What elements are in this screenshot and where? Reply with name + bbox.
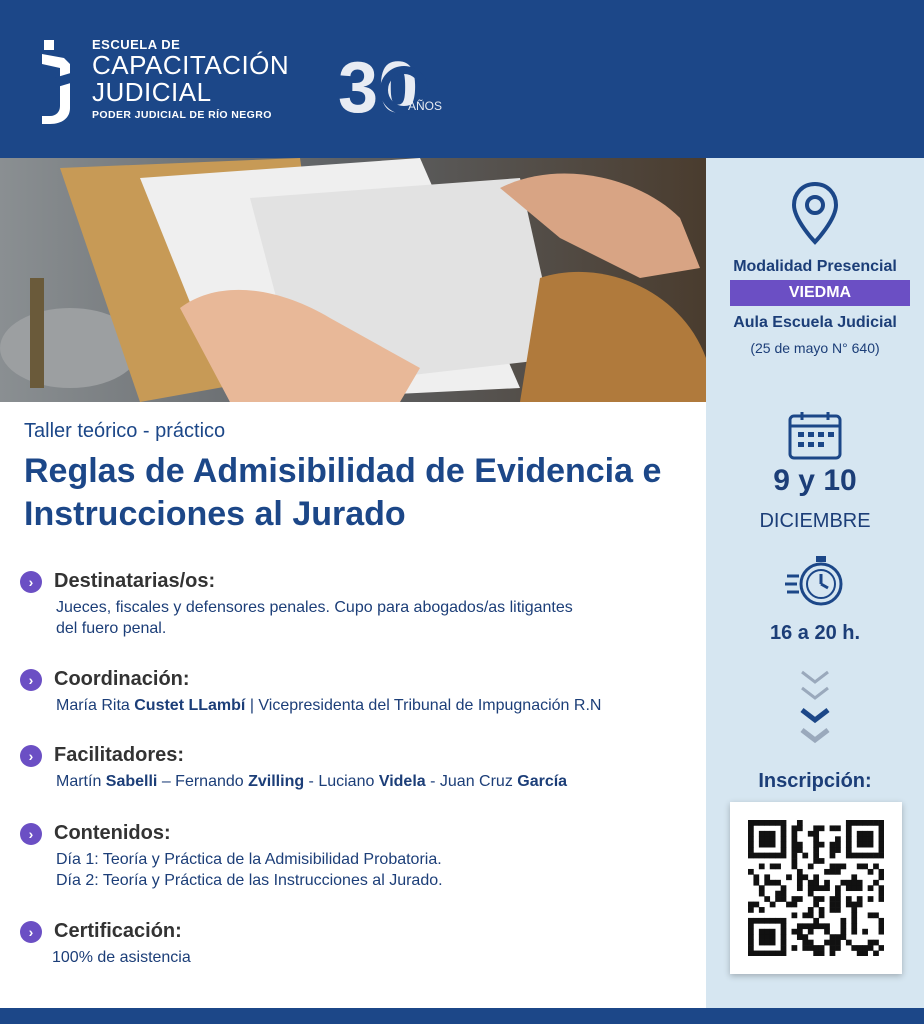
section-line: 100% de asistencia xyxy=(52,949,191,966)
section-line: Día 1: Teoría y Práctica de la Admisibilidad Probatoria. xyxy=(56,851,442,868)
registration-qr-code[interactable] xyxy=(730,802,902,974)
location-pin-icon xyxy=(706,180,924,253)
anniversary-word: AÑOS xyxy=(408,99,443,113)
section-line: del fuero penal. xyxy=(56,620,167,637)
registration-label: Inscripción: xyxy=(758,770,872,792)
modality-label: Modalidad Presencial xyxy=(733,258,897,275)
institution-name xyxy=(92,38,289,124)
course-title: Reglas de Admisibilidad de Evidencia e Instrucciones al Jurado xyxy=(24,452,662,533)
section-body xyxy=(56,849,700,891)
chevron-down-icon xyxy=(706,668,924,753)
section-certificacion xyxy=(20,920,700,968)
chevron-right-icon: › xyxy=(20,823,42,845)
course-content xyxy=(0,402,706,1008)
facilitator-name: García xyxy=(517,773,568,790)
facilitator-text: Martín xyxy=(56,773,106,790)
event-details-sidebar xyxy=(706,158,924,1008)
event-month: DICIEMBRE xyxy=(759,510,871,532)
hero-photo xyxy=(0,158,706,402)
section-body xyxy=(56,695,700,716)
calendar-icon xyxy=(706,410,924,467)
section-contenidos xyxy=(20,822,700,891)
anniversary-logo xyxy=(338,46,448,126)
facilitator-text: - Luciano xyxy=(304,773,379,790)
stopwatch-icon xyxy=(706,550,924,615)
facilitator-text: - Juan Cruz xyxy=(425,773,518,790)
facilitator-name: Videla xyxy=(378,773,426,790)
header-banner xyxy=(0,0,924,158)
venue-address: (25 de mayo N° 640) xyxy=(750,340,880,356)
qr-code-icon xyxy=(748,820,884,956)
institution-logo-icon xyxy=(40,38,80,126)
org-line-2: CAPACITACIÓN xyxy=(92,50,290,80)
facilitator-name: Zvilling xyxy=(248,773,305,790)
section-body xyxy=(52,947,700,968)
coordinator-last-name: Custet LLambí xyxy=(134,697,246,714)
section-body xyxy=(56,771,700,792)
chevron-right-icon: › xyxy=(20,921,42,943)
city-badge: VIEDMA xyxy=(730,280,910,306)
section-facilitadores xyxy=(20,744,700,792)
event-dates: 9 y 10 xyxy=(773,464,857,497)
section-coordinacion xyxy=(20,668,700,716)
section-title: Certificación: xyxy=(54,920,182,942)
org-line-1: ESCUELA DE xyxy=(92,37,181,52)
facilitator-name: Sabelli xyxy=(105,773,158,790)
course-type: Taller teórico - práctico xyxy=(24,420,226,442)
venue-label: Aula Escuela Judicial xyxy=(733,314,897,331)
chevron-right-icon: › xyxy=(20,571,42,593)
section-title: Contenidos: xyxy=(54,822,171,844)
section-title: Facilitadores: xyxy=(54,744,185,766)
section-destinatarios xyxy=(20,570,700,639)
org-line-3: JUDICIAL xyxy=(92,77,212,107)
section-line: Día 2: Teoría y Práctica de las Instrucciones al Jurado. xyxy=(56,872,443,889)
event-hours: 16 a 20 h. xyxy=(769,622,861,644)
section-line: Jueces, fiscales y defensores penales. Cupo para abogados/as litigantes xyxy=(56,599,573,616)
chevron-right-icon: › xyxy=(20,745,42,767)
section-title: Coordinación: xyxy=(54,668,190,690)
facilitator-text: – Fernando xyxy=(157,773,249,790)
footer-bar xyxy=(0,1008,924,1024)
section-title: Destinatarias/os: xyxy=(54,570,216,592)
coordinator-role: | Vicepresidenta del Tribunal de Impugnación R.N xyxy=(245,697,602,714)
coordinator-first-name: María Rita xyxy=(56,697,135,714)
anniversary-number: 30 xyxy=(338,48,419,126)
chevron-right-icon: › xyxy=(20,669,42,691)
org-line-4: PODER JUDICIAL DE RÍO NEGRO xyxy=(92,109,272,121)
section-body xyxy=(56,597,700,639)
